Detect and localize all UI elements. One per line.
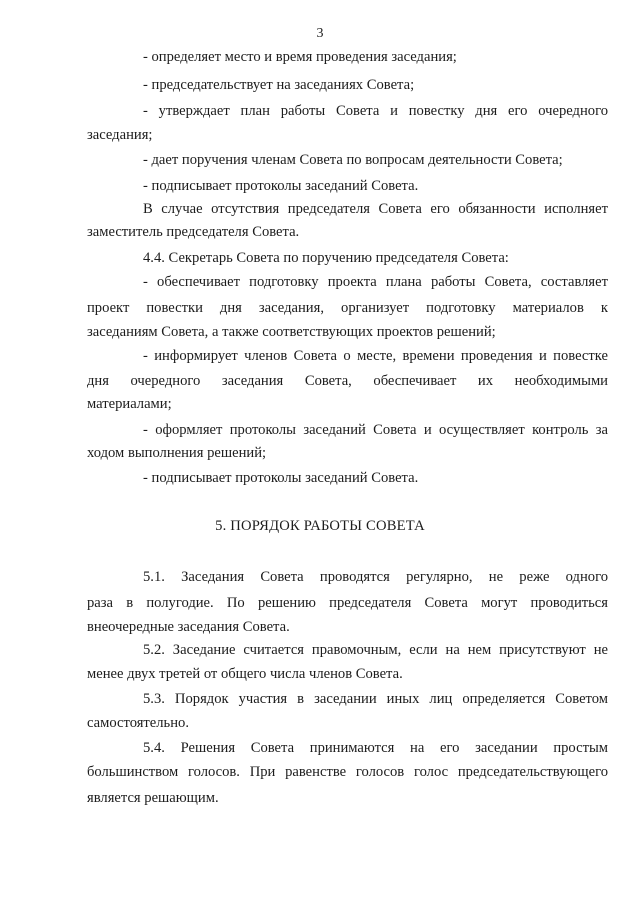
text-line: - подписывает протоколы заседаний Совета. bbox=[143, 470, 419, 486]
page-number: 3 bbox=[316, 26, 324, 41]
text-line: - утверждает план работы Совета и повестку дня его очередного bbox=[143, 103, 608, 119]
text-line: - обеспечивает подготовку проекта плана работы Совета, составляет bbox=[143, 274, 608, 290]
text-line: - информирует членов Совета о месте, времени проведения и повестке bbox=[143, 348, 608, 364]
text-line: является решающим. bbox=[87, 790, 219, 806]
text-line: - определяет место и время проведения заседания; bbox=[143, 49, 457, 65]
text-line: менее двух третей от общего числа членов Совета. bbox=[87, 666, 403, 682]
text-line: заседаниям Совета, а также соответствующих проектов решений; bbox=[87, 324, 496, 340]
text-line: раза в полугодие. По решению председателя Совета могут проводиться bbox=[87, 595, 608, 611]
text-line: 5.3. Порядок участия в заседании иных лиц определяется Советом bbox=[143, 691, 608, 707]
text-line: - оформляет протоколы заседаний Совета и осуществляет контроль за bbox=[143, 422, 608, 438]
section-heading: 5. ПОРЯДОК РАБОТЫ СОВЕТА bbox=[215, 518, 425, 534]
text-line: проект повестки дня заседания, организует подготовку материалов к bbox=[87, 300, 608, 316]
text-line: дня очередного заседания Совета, обеспечивает их необходимыми bbox=[87, 373, 608, 389]
text-line: заместитель председателя Совета. bbox=[87, 224, 300, 240]
text-line: В случае отсутствия председателя Совета его обязанности исполняет bbox=[143, 201, 608, 217]
text-line: заседания; bbox=[87, 127, 153, 143]
text-line: ходом выполнения решений; bbox=[87, 445, 267, 461]
text-line: 5.2. Заседание считается правомочным, если на нем присутствуют не bbox=[143, 642, 608, 658]
text-line: 5.4. Решения Совета принимаются на его заседании простым bbox=[143, 740, 608, 756]
text-line: - председательствует на заседаниях Совета; bbox=[143, 77, 415, 93]
text-line: 5.1. Заседания Совета проводятся регулярно, не реже одного bbox=[143, 569, 608, 585]
text-line: - подписывает протоколы заседаний Совета. bbox=[143, 178, 419, 194]
text-line: материалами; bbox=[87, 396, 172, 412]
text-line: внеочередные заседания Совета. bbox=[87, 619, 290, 635]
text-line: большинством голосов. При равенстве голосов голос председательствующего bbox=[87, 764, 608, 780]
text-line: - дает поручения членам Совета по вопросам деятельности Совета; bbox=[143, 152, 563, 168]
text-line: 4.4. Секретарь Совета по поручению председателя Совета: bbox=[143, 250, 509, 266]
text-line: самостоятельно. bbox=[87, 715, 189, 731]
